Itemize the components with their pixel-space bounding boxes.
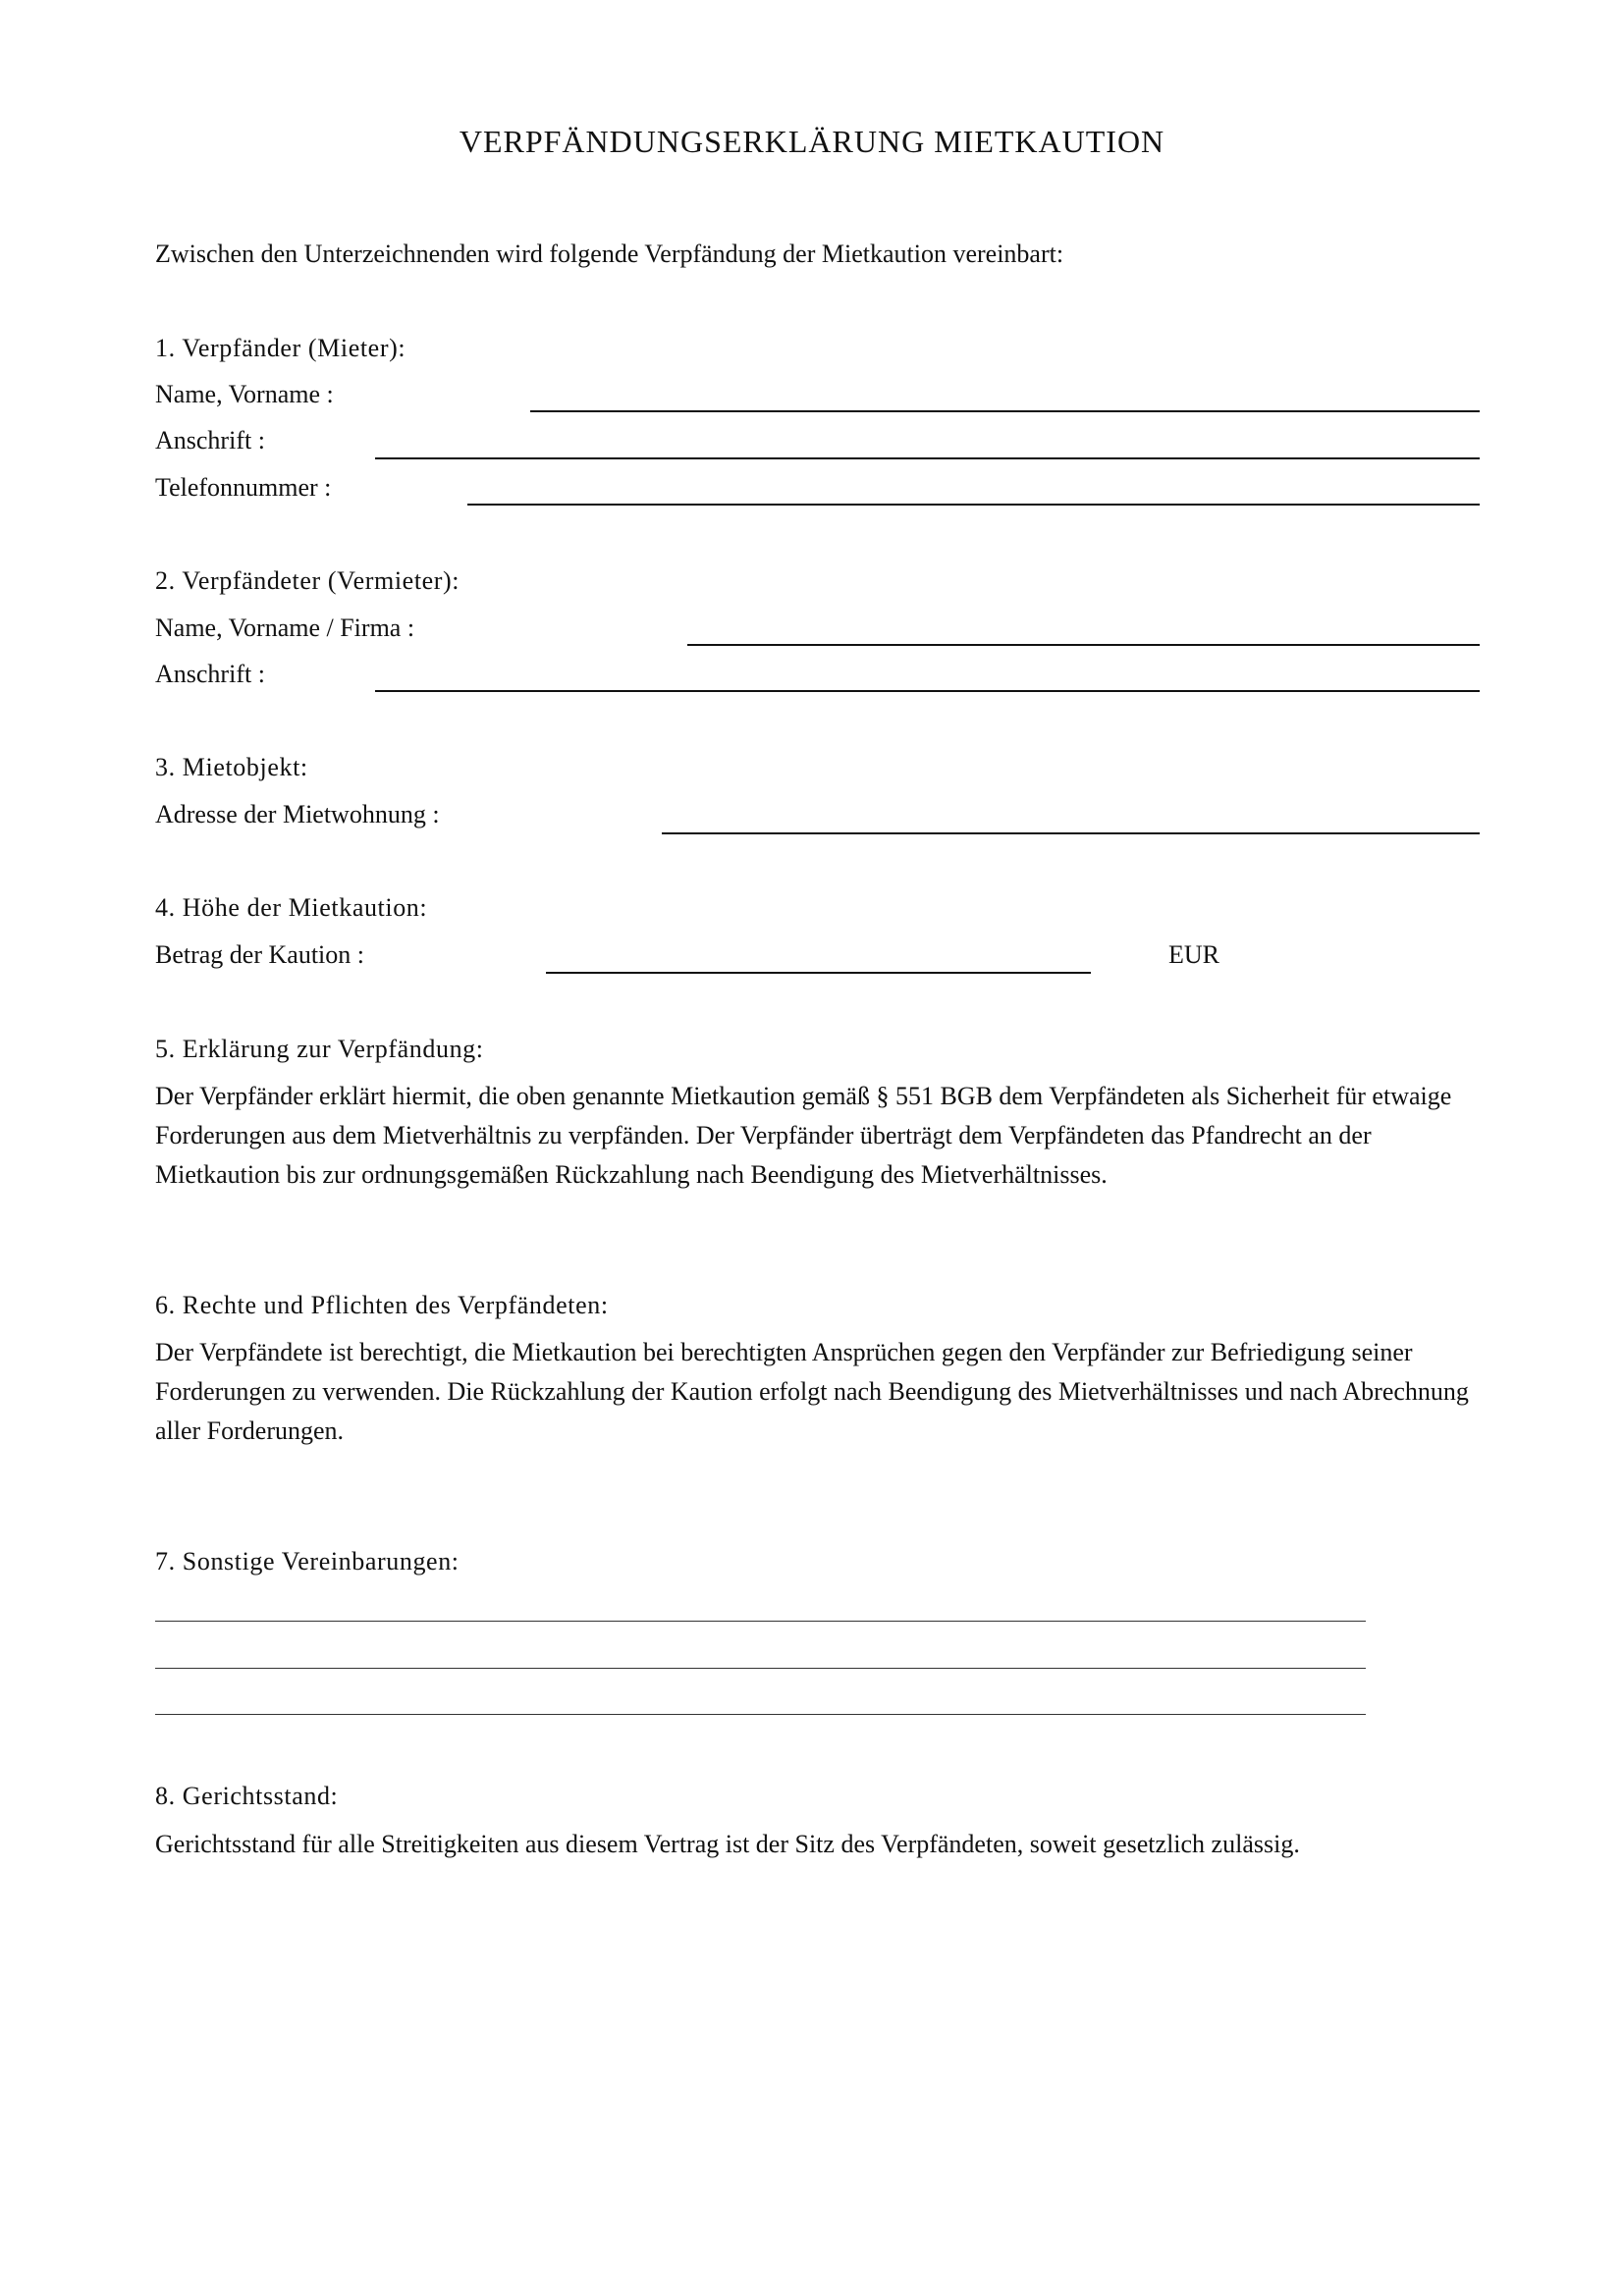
section7-heading: 7. Sonstige Vereinbarungen: bbox=[155, 1547, 460, 1575]
other-agreements-line[interactable] bbox=[155, 1714, 1366, 1715]
landlord-name-field[interactable] bbox=[687, 644, 1480, 646]
tenant-phone-label: Telefonnummer : bbox=[155, 473, 332, 502]
section5-body: Der Verpfänder erklärt hiermit, die oben genannte Mietkaution gemäß § 551 BGB dem Verpfändeten als Sicherheit für etwaige Forderungen aus dem Mietverhältnis zu verpfänden. Der Verpfänder überträgt dem Verpfändeten das Pfandrecht an der Mietkaution bis zur ordnungsgemäßen Rückzahlung nach Beendigung des Mietverhältnisses. bbox=[155, 1082, 1452, 1189]
other-agreements-line[interactable] bbox=[155, 1621, 1366, 1622]
section3-heading: 3. Mietobjekt: bbox=[155, 753, 308, 781]
document-title: VERPFÄNDUNGSERKLÄRUNG MIETKAUTION bbox=[459, 124, 1165, 159]
tenant-phone-field[interactable] bbox=[467, 504, 1480, 506]
section2-heading: 2. Verpfändeter (Vermieter): bbox=[155, 566, 460, 595]
section6-heading: 6. Rechte und Pflichten des Verpfändeten: bbox=[155, 1291, 609, 1319]
landlord-name-label: Name, Vorname / Firma : bbox=[155, 614, 415, 642]
intro-text: Zwischen den Unterzeichnenden wird folgende Verpfändung der Mietkaution vereinbart: bbox=[155, 240, 1064, 268]
tenant-address-field[interactable] bbox=[375, 457, 1480, 459]
deposit-amount-label: Betrag der Kaution : bbox=[155, 940, 364, 969]
section8-body: Gerichtsstand für alle Streitigkeiten aus diesem Vertrag ist der Sitz des Verpfändeten, soweit gesetzlich zulässig. bbox=[155, 1830, 1300, 1858]
tenant-name-field[interactable] bbox=[530, 410, 1480, 412]
section8-heading: 8. Gerichtsstand: bbox=[155, 1782, 339, 1810]
landlord-address-label: Anschrift : bbox=[155, 660, 265, 688]
section4-heading: 4. Höhe der Mietkaution: bbox=[155, 893, 428, 922]
currency-label: EUR bbox=[1168, 940, 1219, 969]
section1-heading: 1. Verpfänder (Mieter): bbox=[155, 334, 406, 362]
rental-address-label: Adresse der Mietwohnung : bbox=[155, 800, 440, 828]
rental-address-field[interactable] bbox=[662, 832, 1480, 834]
section6-body: Der Verpfändete ist berechtigt, die Mietkaution bei berechtigten Ansprüchen gegen den Verpfänder zur Befriedigung seiner Forderungen zu verwenden. Die Rückzahlung der Kaution erfolgt nach Beendigung des Mietverhältnisses und nach Abrechnung aller Forderungen. bbox=[155, 1338, 1469, 1445]
deposit-amount-field[interactable] bbox=[546, 972, 1091, 974]
other-agreements-line[interactable] bbox=[155, 1668, 1366, 1669]
tenant-name-label: Name, Vorname : bbox=[155, 380, 334, 408]
landlord-address-field[interactable] bbox=[375, 690, 1480, 692]
tenant-address-label: Anschrift : bbox=[155, 426, 265, 454]
section5-heading: 5. Erklärung zur Verpfändung: bbox=[155, 1035, 484, 1063]
